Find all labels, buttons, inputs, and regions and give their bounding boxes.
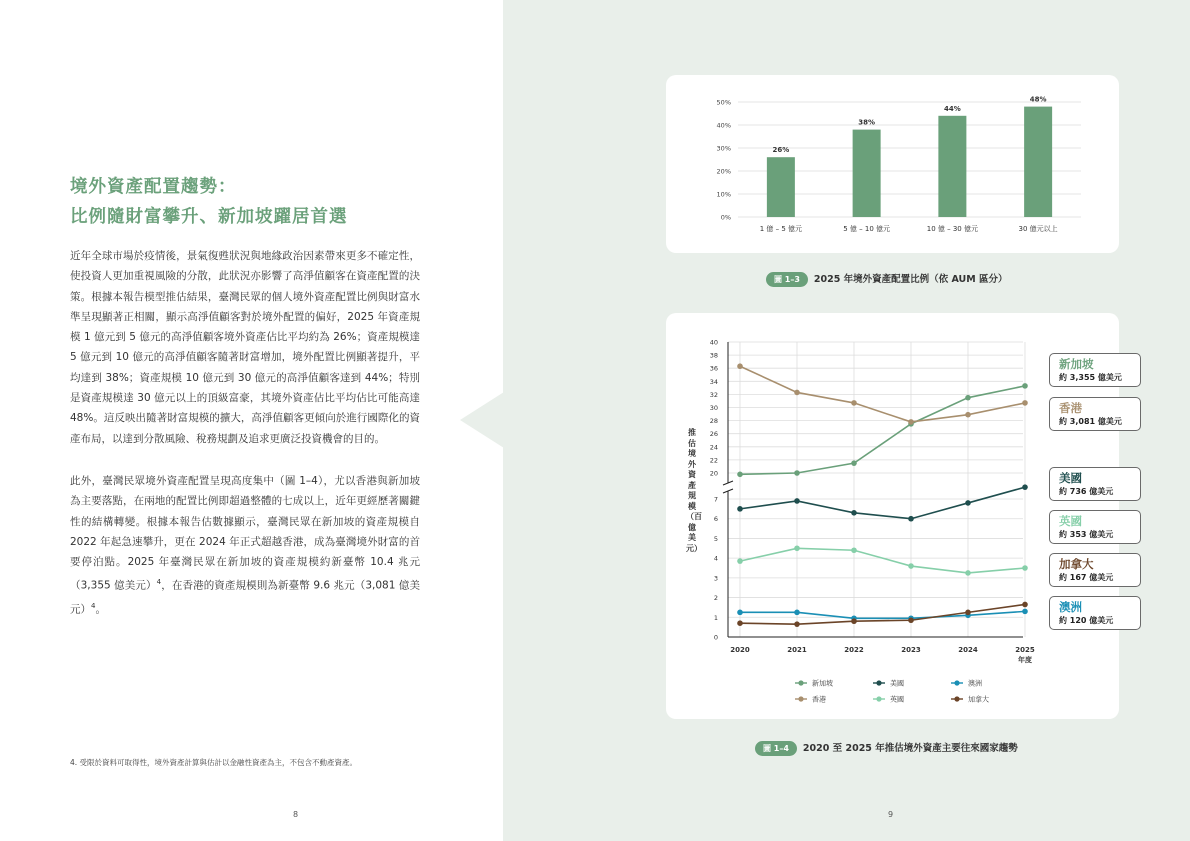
line-y-tick-label: 26 <box>709 430 718 439</box>
page-number-left: 8 <box>293 810 299 819</box>
line-y-tick-label: 0 <box>713 633 718 642</box>
bar-data-label: 44% <box>943 104 961 113</box>
callout-value: 約 3,355 億美元 <box>1059 373 1122 382</box>
line-y-tick-label: 28 <box>709 417 718 426</box>
callout-canada <box>1049 553 1141 587</box>
paragraph-2 <box>70 471 420 620</box>
line-y-tick-label: 34 <box>709 377 718 386</box>
data-point <box>737 506 743 512</box>
figure-1-3-caption-text: 2025 年境外資產配置比例（依 AUM 區分） <box>813 274 1008 285</box>
line-y-tick-label: 1 <box>713 613 718 622</box>
figure-1-4-caption <box>755 740 1018 756</box>
line-y-tick-label: 30 <box>709 404 718 412</box>
legend-swatch-dot <box>798 696 803 701</box>
paragraph-2-main: 此外，臺灣民眾境外資產配置呈現高度集中（圖 1–4），尤以香港與新加坡為主要落點，在兩地的配置比例即超過整體的七成以上，近年更經歷著關鍵性的結構轉變。根據本報告估數據顯示，臺灣民眾在新加坡的資產規模自 2022 年起急速攀升，更在 2024 年正式超越香港，成為臺灣境外財富的首要停泊點。2025 年臺灣民眾在新加坡的資產規模約新臺幣 10.4 兆元（3,355 億美元） <box>70 475 420 592</box>
callout-name: 澳洲 <box>1059 600 1082 614</box>
data-point <box>794 545 800 551</box>
bar <box>853 130 881 217</box>
bar-y-tick-label: 0% <box>720 213 731 222</box>
callout-value: 約 736 億美元 <box>1059 487 1114 496</box>
paragraph-2-mid: ，在香港的資產規模則為新臺幣 9.6 兆元（3,081 億美元） <box>70 579 420 616</box>
bar <box>938 116 966 217</box>
data-point <box>1022 565 1028 571</box>
data-point <box>794 470 800 476</box>
line-x-tick-label: 2022 <box>844 646 864 654</box>
bar-data-label: 26% <box>772 146 790 155</box>
bar-y-tick-label: 50% <box>716 98 731 107</box>
line-y-tick-label: 38 <box>709 351 718 360</box>
data-point <box>851 460 857 466</box>
bar-data-label: 38% <box>858 118 876 127</box>
line-x-tick-label: 2021 <box>787 646 807 654</box>
callout-usa <box>1049 467 1141 501</box>
data-point <box>737 472 743 478</box>
bar-chart <box>666 75 1119 253</box>
data-point <box>851 400 857 406</box>
data-point <box>851 547 857 553</box>
legend-swatch-dot <box>954 680 959 685</box>
line-y-tick-label: 36 <box>709 364 718 373</box>
data-point <box>908 419 914 425</box>
figure-1-3-badge: 圖 1–3 <box>766 272 808 287</box>
line-chart-y-axis-label: 推估境外資產規模（百億美元） <box>686 428 702 553</box>
callout-uk <box>1049 510 1141 544</box>
bar-chart-card <box>666 75 1119 253</box>
data-point <box>1022 602 1028 608</box>
legend-label: 美國 <box>890 679 904 688</box>
data-point <box>965 610 971 616</box>
section-heading <box>70 172 348 232</box>
callout-value: 約 120 億美元 <box>1059 616 1114 625</box>
line-x-tick-label: 2024 <box>958 646 978 654</box>
line-x-tick-label: 2023 <box>901 646 921 654</box>
data-point <box>965 500 971 506</box>
line-x-tick-label: 2020 <box>730 646 750 654</box>
figure-1-3-caption <box>766 271 1008 287</box>
line-y-tick-label: 40 <box>709 338 718 347</box>
callout-hongkong <box>1049 397 1141 431</box>
data-point <box>965 395 971 401</box>
series-line <box>740 487 1025 519</box>
footnote-ref-2: 4 <box>91 602 96 611</box>
data-point <box>737 610 743 616</box>
legend-swatch-dot <box>876 680 881 685</box>
data-point <box>794 390 800 396</box>
line-y-tick-label: 5 <box>713 534 718 543</box>
legend-label: 加拿大 <box>968 695 989 704</box>
data-point <box>794 610 800 616</box>
data-point <box>737 620 743 626</box>
bar-y-tick-label: 20% <box>716 167 731 176</box>
legend-label: 新加坡 <box>812 679 833 688</box>
x-axis-unit-label: 年度 <box>1018 656 1032 664</box>
data-point <box>1022 609 1028 615</box>
left-page <box>0 0 503 841</box>
bar-data-label: 48% <box>1029 95 1047 104</box>
page-number-right: 9 <box>888 810 894 819</box>
figure-1-4-caption-text: 2020 至 2025 年推估境外資產主要往來國家趨勢 <box>802 743 1018 754</box>
data-point <box>737 363 743 369</box>
figure-1-4-badge: 圖 1–4 <box>755 741 797 756</box>
callout-name: 英國 <box>1059 514 1082 528</box>
paragraph-1: 近年全球市場於疫情後，景氣復甦狀況與地緣政治因素帶來更多不確定性，使投資人更加重視風險的分散，此狀況亦影響了高淨值顧客在資產配置的決策。根據本報告模型推估結果，臺灣民眾的個人境外資產配置比例與財富水準呈現顯著正相關，顯示高淨值顧客對於境外配置的偏好，2025 年資產規模 1 億元到 5 億元的高淨值顧客境外資產佔比平均約為 26%；資產規模達 5 億元到 10 億元的高淨值顧客隨著財富增加，境外配置比例顯著提升，平均達到 38%；資產規模 10 億元到 30 億元的高淨值顧客達到 44%；特別是資產規模達 30 億元以上的頂級富豪，其境外資產佔比平均佔比可能高達 48%。這反映出隨著財富規模的擴大，高淨值顧客更傾向於進行國際化的資產布局，以達到分散風險、稅務規劃及追求更廣泛投資機會的目的。 <box>70 250 420 445</box>
legend-label: 香港 <box>812 695 826 704</box>
bar-y-tick-label: 10% <box>716 190 731 199</box>
bar-category-label: 30 億元以上 <box>1018 225 1058 233</box>
callout-singapore <box>1049 353 1141 387</box>
data-point <box>794 498 800 504</box>
line-y-tick-label: 32 <box>709 390 718 399</box>
data-point <box>908 516 914 522</box>
paragraph-2-end: 。 <box>95 603 106 616</box>
bar-category-label: 5 億 – 10 億元 <box>843 225 891 233</box>
line-y-tick-label: 6 <box>713 515 718 524</box>
data-point <box>908 563 914 569</box>
line-y-tick-label: 4 <box>713 554 718 563</box>
line-x-tick-label: 2025 <box>1015 646 1035 654</box>
legend-label: 英國 <box>890 695 904 704</box>
legend-swatch-dot <box>798 680 803 685</box>
line-y-tick-label: 22 <box>709 456 718 465</box>
line-y-tick-label: 3 <box>713 574 718 583</box>
line-y-tick-label: 7 <box>713 495 718 504</box>
data-point <box>908 617 914 623</box>
bar-y-tick-label: 40% <box>716 121 731 130</box>
data-point <box>851 510 857 516</box>
callout-value: 約 353 億美元 <box>1059 530 1114 539</box>
line-y-tick-label: 2 <box>713 594 718 603</box>
line-y-tick-label: 20 <box>709 469 718 478</box>
legend-label: 澳洲 <box>968 679 982 688</box>
data-point <box>1022 400 1028 406</box>
heading-line-2: 比例隨財富攀升、新加坡躍居首選 <box>70 207 348 227</box>
axis-break-mark <box>723 481 733 493</box>
data-point <box>737 558 743 564</box>
footnote-ref-1: 4 <box>156 578 162 587</box>
callout-name: 加拿大 <box>1059 557 1094 571</box>
series-line <box>740 386 1025 474</box>
callout-name: 香港 <box>1059 401 1082 415</box>
callout-value: 約 3,081 億美元 <box>1059 417 1122 426</box>
data-point <box>1022 383 1028 389</box>
callout-value: 約 167 億美元 <box>1059 573 1114 582</box>
bar-y-tick-label: 30% <box>716 144 731 153</box>
line-y-tick-label: 24 <box>709 443 718 452</box>
bar <box>767 157 795 217</box>
bar <box>1024 107 1052 217</box>
data-point <box>965 570 971 576</box>
legend-swatch-dot <box>954 696 959 701</box>
bar-category-label: 1 億 – 5 億元 <box>759 225 803 233</box>
series-line <box>740 548 1025 573</box>
callout-name: 新加坡 <box>1059 357 1094 371</box>
data-point <box>851 618 857 624</box>
callout-australia <box>1049 596 1141 630</box>
footnote: 4. 受限於資料可取得性，境外資產計算與估計以金融性資產為主，不包含不動產資產。 <box>70 758 358 767</box>
data-point <box>965 412 971 418</box>
data-point <box>1022 484 1028 490</box>
legend-swatch-dot <box>876 696 881 701</box>
data-point <box>794 621 800 627</box>
pointer-triangle <box>460 392 504 448</box>
callout-name: 美國 <box>1059 471 1082 485</box>
heading-line-1: 境外資產配置趨勢： <box>70 177 237 197</box>
bar-category-label: 10 億 – 30 億元 <box>926 225 978 233</box>
